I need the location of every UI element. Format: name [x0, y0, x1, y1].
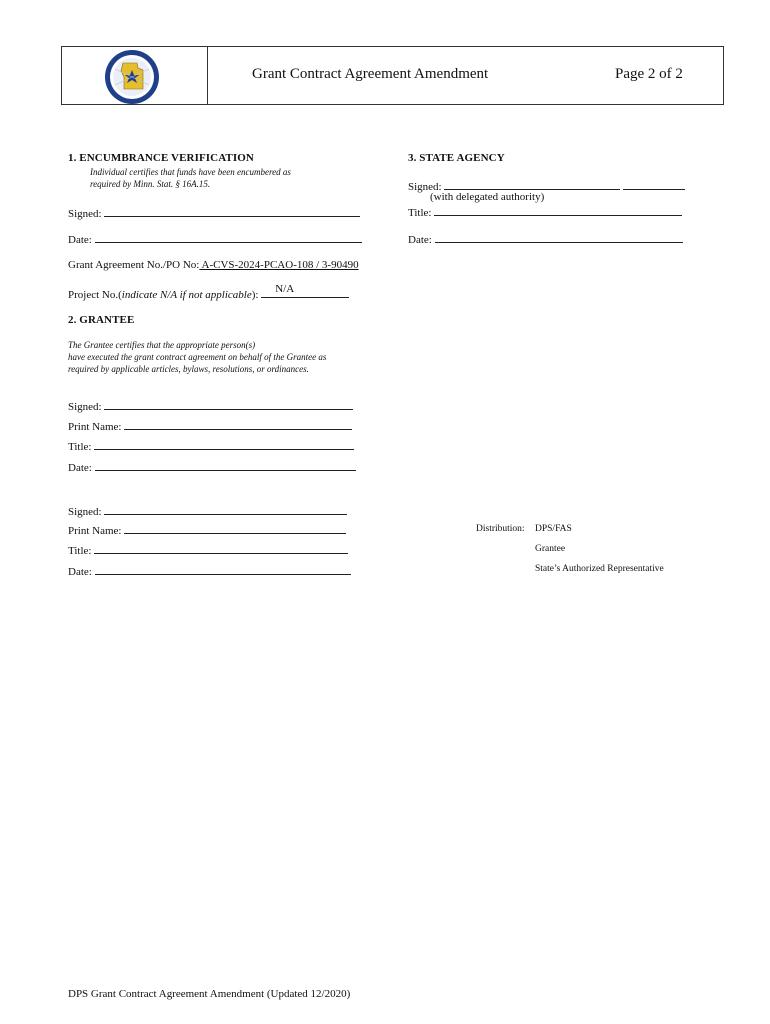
grantee2-title-line[interactable]	[94, 542, 348, 554]
signed-label: Signed:	[68, 401, 102, 413]
agreement-number-row	[68, 259, 359, 271]
date-label: Date:	[68, 234, 92, 246]
project-number-line[interactable]	[261, 283, 349, 298]
grantee2-signed-row	[68, 503, 347, 518]
section3-title-line[interactable]	[434, 204, 682, 216]
section3-title-row	[408, 204, 682, 219]
title-label: Title:	[408, 207, 432, 219]
section2-note-line3: required by applicable articles, bylaws, resolutions, or ordinances.	[68, 364, 309, 374]
title-label: Title:	[68, 441, 92, 453]
section2-note-line1: The Grantee certifies that the appropriate person(s)	[68, 340, 256, 350]
page-indicator: Page 2 of 2	[615, 66, 683, 82]
title-label: Title:	[68, 545, 92, 557]
section1-heading: 1. ENCUMBRANCE VERIFICATION	[68, 152, 254, 164]
section1-signed-line[interactable]	[104, 205, 360, 217]
header-divider	[207, 47, 208, 104]
grantee1-signed-row	[68, 398, 353, 413]
grantee2-print-name-row	[68, 522, 346, 537]
date-label: Date:	[68, 566, 92, 578]
document-title: Grant Contract Agreement Amendment	[252, 66, 489, 82]
section1-note-line1: Individual certifies that funds have been encumbered as	[90, 167, 291, 177]
print-name-label: Print Name:	[68, 421, 122, 433]
section1-date-line[interactable]	[95, 231, 362, 243]
signed-label: Signed:	[68, 208, 102, 220]
section3-date-row	[408, 231, 683, 246]
grantee1-date-line[interactable]	[95, 459, 356, 471]
project-label-suffix: ):	[251, 289, 259, 301]
grantee1-signed-line[interactable]	[104, 398, 353, 410]
grantee2-date-row	[68, 563, 351, 578]
project-number-value: N/A	[275, 283, 295, 295]
section1-date-row	[68, 231, 362, 246]
section3-heading: 3. STATE AGENCY	[408, 152, 505, 164]
signed-label: Signed:	[408, 181, 442, 193]
grantee1-date-row	[68, 459, 356, 474]
distribution-item-state-rep: State’s Authorized Representative	[535, 564, 664, 574]
distribution-item-dps-fas: DPS/FAS	[535, 524, 572, 534]
grantee1-title-row	[68, 438, 354, 453]
date-label: Date:	[408, 234, 432, 246]
print-name-label: Print Name:	[68, 525, 122, 537]
agreement-number-value: A-CVS-2024-PCAO-108 / 3-90490	[199, 259, 359, 271]
date-label: Date:	[68, 462, 92, 474]
grantee2-print-name-line[interactable]	[124, 522, 346, 534]
section1-signed-row	[68, 205, 360, 220]
grantee1-title-line[interactable]	[94, 438, 354, 450]
footer-text: DPS Grant Contract Agreement Amendment (Updated 12/2020)	[68, 988, 351, 1000]
section2-note-line2: have executed the grant contract agreement on behalf of the Grantee as	[68, 352, 327, 362]
grantee2-date-line[interactable]	[95, 563, 351, 575]
section1-note-line2: required by Minn. Stat. § 16A.15.	[90, 179, 211, 189]
project-label-prefix: Project No.(	[68, 289, 122, 301]
distribution-item-grantee: Grantee	[535, 544, 566, 554]
distribution-label: Distribution:	[476, 524, 525, 534]
project-number-row	[68, 283, 349, 301]
grantee1-print-name-row	[68, 418, 352, 433]
grantee1-print-name-line[interactable]	[124, 418, 352, 430]
section3-date-line[interactable]	[435, 231, 683, 243]
section3-signed-date-line[interactable]	[623, 178, 685, 190]
dps-seal-logo	[101, 49, 163, 104]
grantee2-signed-line[interactable]	[104, 503, 347, 515]
agreement-number-label: Grant Agreement No./PO No:	[68, 259, 200, 271]
project-label-italic: indicate N/A if not applicable	[121, 289, 252, 301]
section3-signed-line[interactable]	[444, 178, 620, 190]
grantee2-title-row	[68, 542, 348, 557]
signed-label: Signed:	[68, 506, 102, 518]
delegated-authority-note: (with delegated authority)	[430, 191, 545, 203]
section2-heading: 2. GRANTEE	[68, 314, 135, 326]
header-box	[61, 46, 724, 105]
